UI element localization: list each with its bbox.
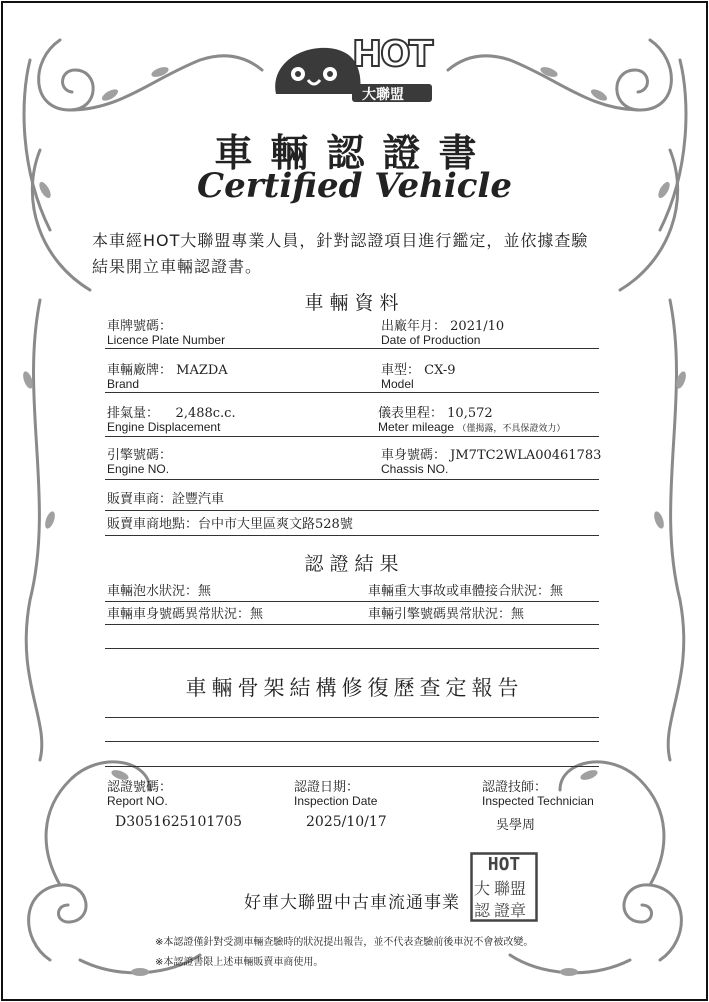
mileage-label: 儀表里程： <box>378 406 444 421</box>
model-value: CX-9 <box>424 363 456 378</box>
vehicle-info-heading: 車輛資料 <box>304 292 405 314</box>
brand-field <box>107 363 357 391</box>
brand-label-en: Brand <box>107 377 140 391</box>
divider <box>105 535 599 536</box>
logo-text: HOT <box>352 34 432 75</box>
results-heading: 認證結果 <box>304 553 405 575</box>
engine-number-label: 車輛引擎號碼異常狀況： <box>368 607 512 622</box>
production-label-en: Date of Production <box>381 333 481 347</box>
divider <box>105 510 599 511</box>
divider <box>105 624 599 625</box>
production-value: 2021/10 <box>450 319 505 334</box>
model-label-en: Model <box>381 377 414 391</box>
plate-field <box>107 319 357 347</box>
model-field <box>381 363 631 391</box>
body-number-row <box>107 607 263 622</box>
model-label: 車型： <box>381 363 421 378</box>
chassis-value: JM7TC2WLA00461783 <box>450 448 602 463</box>
certificate-title-english: Certified Vehicle <box>197 166 512 206</box>
flood-row <box>107 584 211 599</box>
divider <box>105 601 599 602</box>
mileage-value: 10,572 <box>447 406 493 421</box>
inspection-date-label-en: Inspection Date <box>294 794 378 808</box>
technician-label: 認證技師： <box>482 780 548 795</box>
technician-value: 吳學周 <box>496 818 536 833</box>
intro-line-1: 本車經HOT大聯盟專業人員，針對認證項目進行鑑定，並依據查驗 <box>92 231 589 250</box>
divider <box>105 717 599 718</box>
inspection-date-value: 2025/10/17 <box>306 814 387 830</box>
certificate-title: 車輛認證書 <box>214 130 495 175</box>
divider <box>105 741 599 742</box>
chassis-field <box>381 448 631 476</box>
footnote-2: ※本認證書限上述車輛販賣車商使用。 <box>155 957 324 968</box>
seal-row-3b: 證章 <box>494 901 527 920</box>
displacement-value: 2,488c.c. <box>175 406 236 421</box>
seal-row-2a: 大 <box>474 879 491 898</box>
flood-value: 無 <box>198 584 212 599</box>
dealer-address-value: 台中市大里區爽文路528號 <box>198 517 353 532</box>
accident-label: 車輛重大事故或車體接合狀況： <box>368 584 551 599</box>
divider <box>105 648 599 649</box>
report-no-label: 認證號碼： <box>107 780 173 795</box>
engine-label: 引擎號碼： <box>107 448 173 463</box>
displacement-label: 排氣量： <box>107 406 160 421</box>
report-no-value: D3051625101705 <box>115 814 243 830</box>
body-number-label: 車輛車身號碼異常狀況： <box>107 607 251 622</box>
seal-row-3a: 認 <box>474 901 491 920</box>
dealer-address-row <box>107 517 353 532</box>
chassis-label-en: Chassis NO. <box>381 462 449 476</box>
engine-label-en: Engine NO. <box>107 462 170 476</box>
divider <box>105 436 599 437</box>
dealer-address-label: 販賣車商地點： <box>107 517 199 532</box>
intro-line-2: 結果開立車輛認證書。 <box>92 257 263 276</box>
company-name: 好車大聯盟中古車流通事業 <box>244 893 460 913</box>
brand-label: 車輛廠牌： <box>107 363 173 378</box>
body-number-value: 無 <box>250 607 264 622</box>
displacement-label-en: Engine Displacement <box>107 420 221 434</box>
inspection-date-label: 認證日期： <box>294 780 360 795</box>
technician-field <box>482 780 594 833</box>
footnote-1: ※本認證僅針對受測車輛查驗時的狀況提出報告，並不代表查驗前後車況不會被改變。 <box>155 937 534 948</box>
report-title: 車輛骨架結構修復歷查定報告 <box>185 676 524 700</box>
hot-seal <box>470 852 538 922</box>
mileage-note: （僅揭露，不具保證效力） <box>457 423 566 433</box>
engine-number-value: 無 <box>511 607 525 622</box>
divider <box>105 766 599 767</box>
mileage-label-en: Meter mileage <box>378 420 455 434</box>
flood-label: 車輛泡水狀況： <box>107 584 199 599</box>
displacement-field <box>107 406 357 434</box>
divider <box>105 392 599 393</box>
report-no-field <box>107 780 242 830</box>
brand-value: MAZDA <box>176 363 228 378</box>
divider <box>105 348 599 349</box>
engine-field <box>107 448 357 476</box>
seal-row-2b: 聯盟 <box>494 879 527 898</box>
production-label: 出廠年月： <box>381 319 447 334</box>
plate-label: 車牌號碼： <box>107 319 173 334</box>
dealer-value: 詮豐汽車 <box>172 492 225 507</box>
seal-row-1: HOT <box>487 854 521 875</box>
report-no-label-en: Report NO. <box>107 794 168 808</box>
logo-subtitle: 大聯盟 <box>362 87 404 103</box>
inspection-date-field <box>294 780 387 830</box>
accident-row <box>368 584 563 599</box>
chassis-label: 車身號碼： <box>381 448 447 463</box>
mileage-field <box>378 406 603 435</box>
production-field <box>381 319 631 347</box>
dealer-label: 販賣車商： <box>107 492 173 507</box>
technician-label-en: Inspected Technician <box>482 794 594 808</box>
accident-value: 無 <box>550 584 564 599</box>
engine-number-row <box>368 607 524 622</box>
intro-paragraph <box>92 228 622 280</box>
plate-label-en: Licence Plate Number <box>107 333 226 347</box>
dealer-row <box>107 492 224 507</box>
divider <box>105 479 599 480</box>
